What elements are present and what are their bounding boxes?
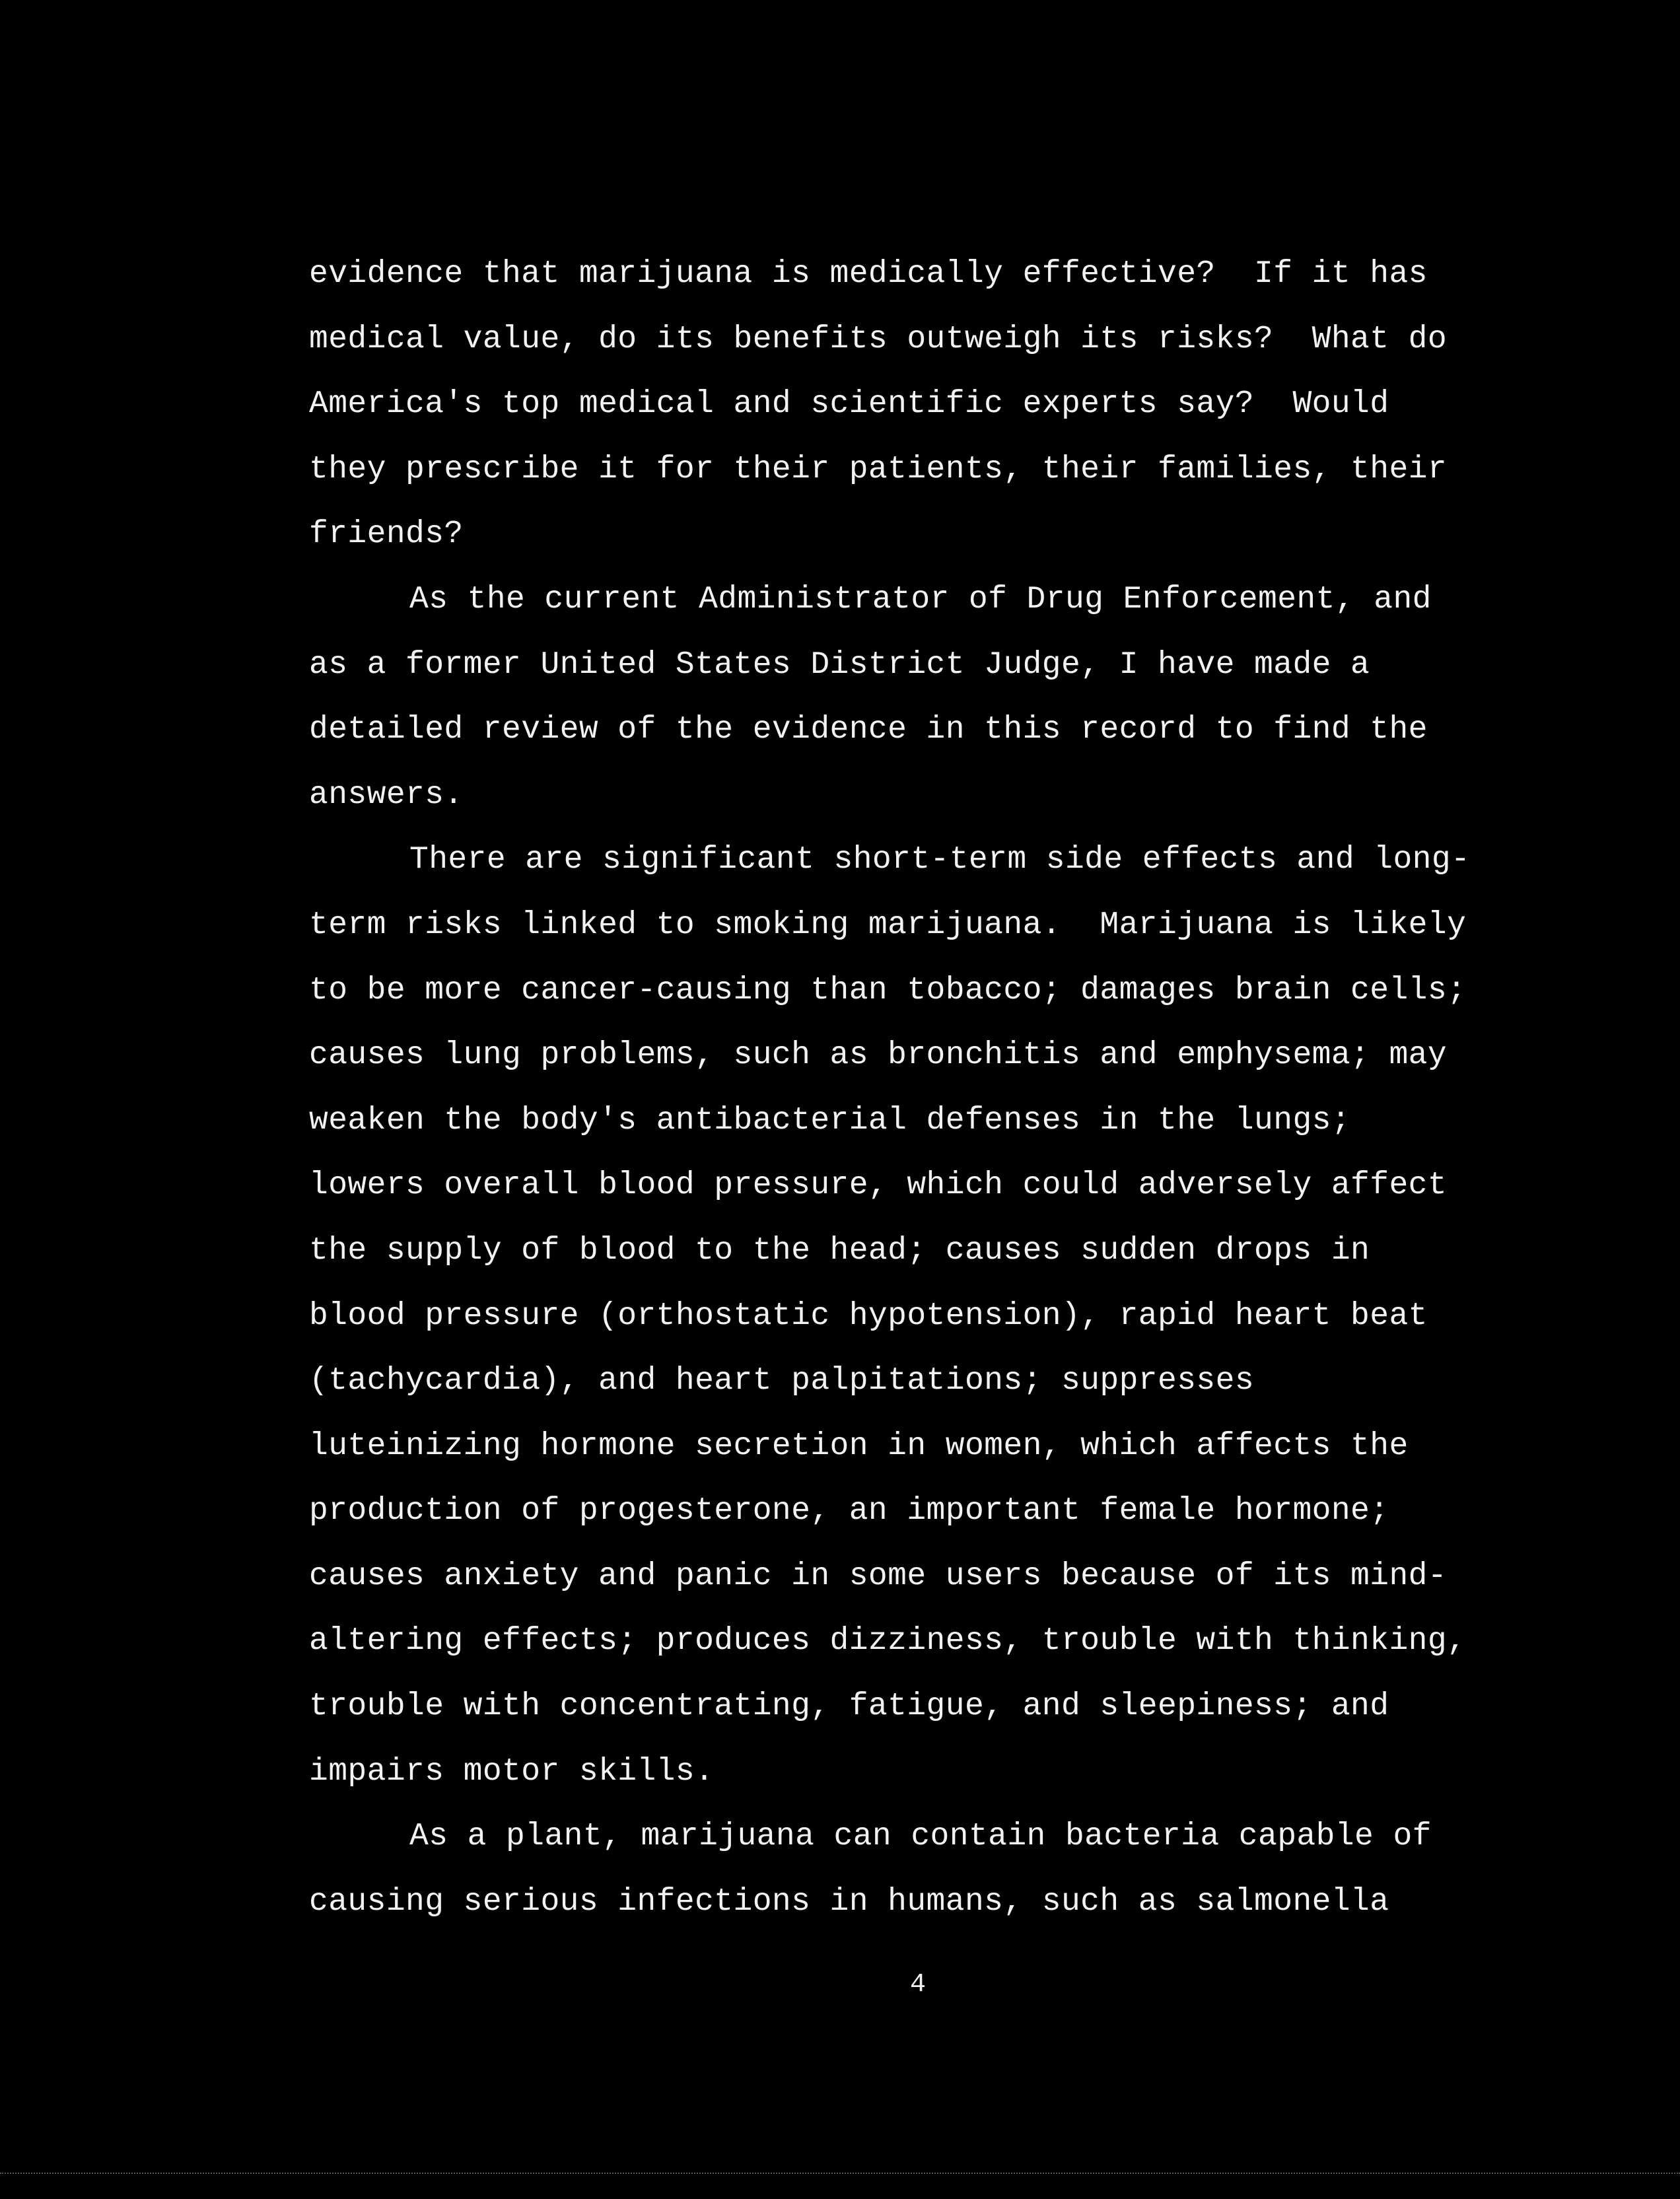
text-line: As a plant, marijuana can contain bacteria capable of <box>409 1819 1432 1855</box>
text-line: altering effects; produces dizziness, trouble with thinking, <box>309 1623 1467 1659</box>
text-line: answers. <box>309 777 464 813</box>
scan-edge-divider <box>0 2173 1680 2174</box>
text-line: causes lung problems, such as bronchitis and emphysema; may <box>309 1037 1448 1074</box>
text-line: friends? <box>309 516 464 553</box>
text-line: term risks linked to smoking marijuana. Marijuana is likely <box>309 907 1467 943</box>
text-line: as a former United States District Judge, I have made a <box>309 646 1370 683</box>
text-line: There are significant short-term side effects and long- <box>409 842 1471 878</box>
text-line: America's top medical and scientific experts say? Would <box>309 386 1389 423</box>
text-line: impairs motor skills. <box>309 1753 715 1790</box>
text-line: causing serious infections in humans, such as salmonella <box>309 1883 1389 1920</box>
text-line: As the current Administrator of Drug Enforcement, and <box>409 581 1432 617</box>
text-line: blood pressure (orthostatic hypotension), rapid heart beat <box>309 1298 1428 1334</box>
text-line: luteinizing hormone secretion in women, which affects the <box>309 1428 1409 1464</box>
text-line: to be more cancer-causing than tobacco; damages brain cells; <box>309 972 1467 1008</box>
text-line: lowers overall blood pressure, which could adversely affect <box>309 1168 1448 1204</box>
text-line: (tachycardia), and heart palpitations; suppresses <box>309 1363 1255 1399</box>
text-line: medical value, do its benefits outweigh its risks? What do <box>309 321 1448 357</box>
text-line: trouble with concentrating, fatigue, and sleepiness; and <box>309 1689 1389 1725</box>
text-line: they prescribe it for their patients, their families, their <box>309 451 1448 487</box>
text-line: detailed review of the evidence in this record to find the <box>309 712 1428 748</box>
body-text <box>309 242 1537 1934</box>
text-line: the supply of blood to the head; causes sudden drops in <box>309 1232 1370 1269</box>
page-number: 4 <box>909 1970 926 2000</box>
text-line: evidence that marijuana is medically effective? If it has <box>309 256 1428 292</box>
text-line: weaken the body's antibacterial defenses in the lungs; <box>309 1102 1351 1138</box>
text-line: causes anxiety and panic in some users because of its mind- <box>309 1558 1448 1594</box>
text-line: production of progesterone, an important female hormone; <box>309 1493 1389 1529</box>
